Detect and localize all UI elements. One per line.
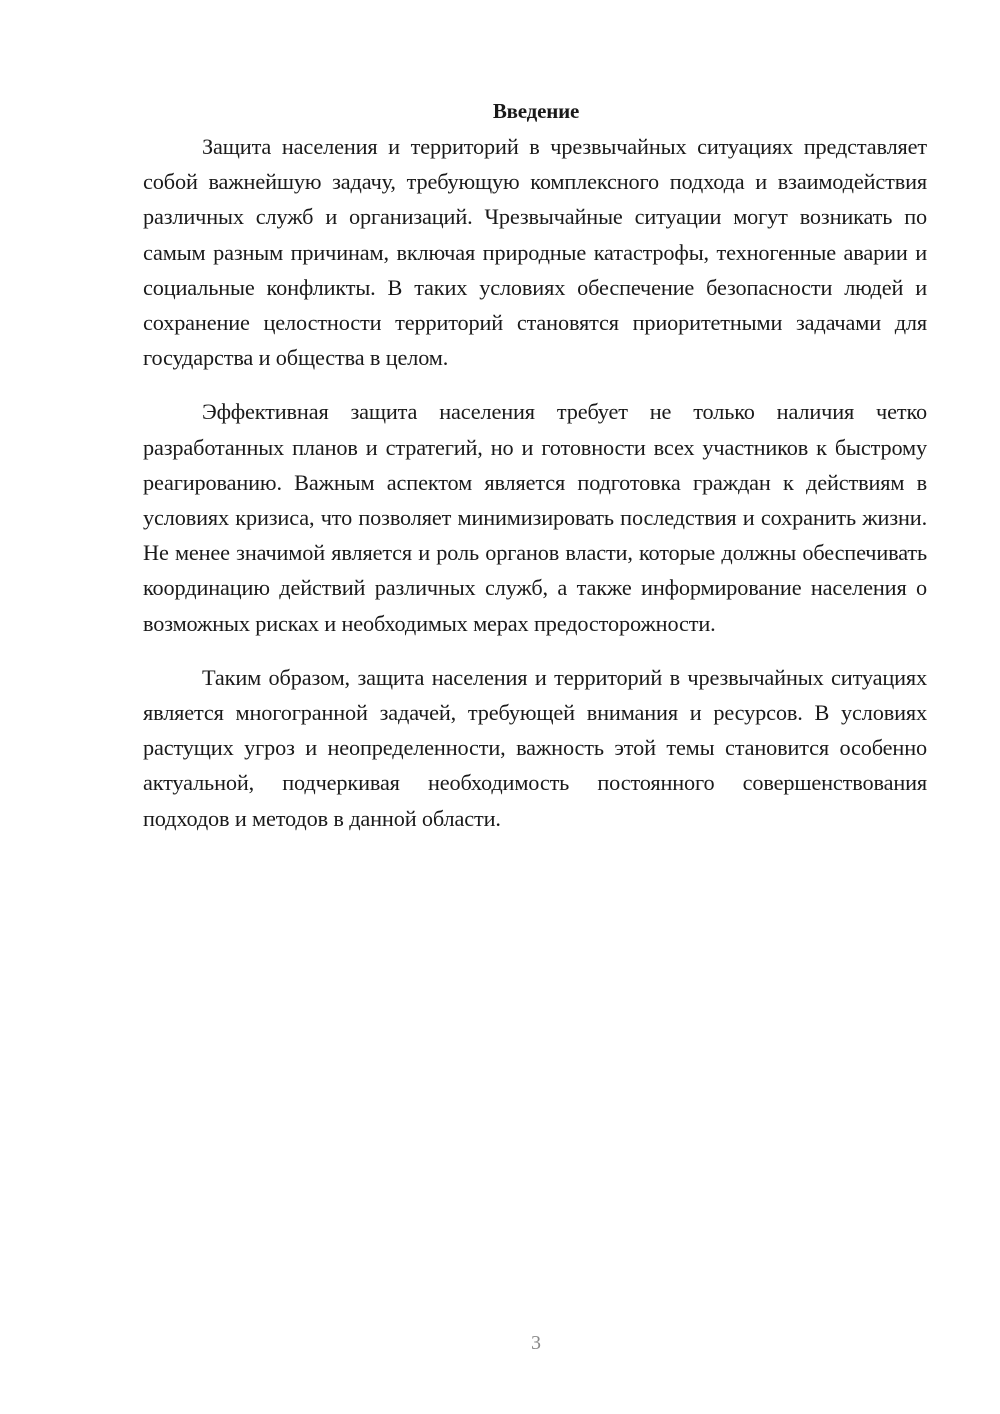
paragraph-2: Эффективная защита населения требует не только наличия четко разработанных планов и стратегий, но и готовности всех участников к быстрому реагированию. Важным аспектом является подготовка граждан к действиям в условиях кризиса, что позволяет минимизировать последствия и сохранить жизни. Не менее значимой является и роль органов власти, которые должны обеспечивать координацию действий различных служб, а также информирование населения о возможных рисках и необходимых мерах предосторожности. [143,399,927,636]
paragraph-3: Таким образом, защита населения и территорий в чрезвычайных ситуациях является многогранной задачей, требующей внимания и ресурсов. В условиях растущих угроз и неопределенности, важность этой темы становится особенно актуальной, подчеркивая необходимость постоянного совершенствования подходов и методов в данной области. [143,664,927,831]
page-content [143,94,927,836]
paragraph-1: Защита населения и территорий в чрезвычайных ситуациях представляет собой важнейшую задачу, требующую комплексного подхода и взаимодействия различных служб и организаций. Чрезвычайные ситуации могут возникать по самым разным причинам, включая природные катастрофы, техногенные аварии и социальные конфликты. В таких условиях обеспечение безопасности людей и сохранение целостности территорий становятся приоритетными задачами для государства и общества в целом. [143,134,927,371]
section-heading: Введение [492,99,580,123]
page-number: 3 [531,1332,541,1354]
